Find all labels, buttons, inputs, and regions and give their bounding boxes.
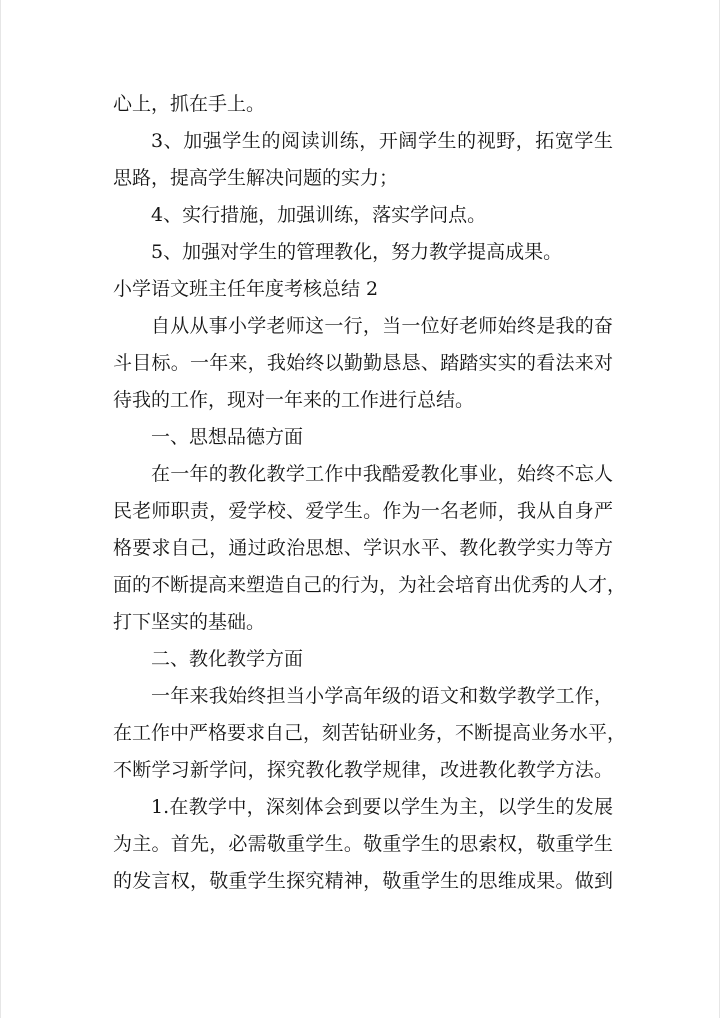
paragraph-line: 的发言权，敬重学生探究精神，敬重学生的思维成果。做到: [113, 870, 613, 892]
document-body: [113, 86, 627, 900]
list-item-3: 3、加强学生的阅读训练，开阔学生的视野，拓宽学生: [151, 130, 613, 152]
paragraph-line: 1.在教学中，深刻体会到要以学生为主，以学生的发展: [151, 796, 613, 818]
text-line: 心上，抓在手上。: [113, 93, 266, 115]
paragraph-line: 待我的工作，现对一年来的工作进行总结。: [113, 389, 475, 411]
text-line: 思路，提高学生解决问题的实力；: [113, 167, 399, 189]
paragraph-line: 打下坚实的基础。: [113, 611, 266, 633]
paragraph-line: 格要求自己，通过政治思想、学识水平、教化教学实力等方: [113, 537, 613, 559]
paragraph-line: 自从从事小学老师这一行，当一位好老师始终是我的奋: [151, 315, 613, 337]
list-item-4: 4、实行措施，加强训练，落实学问点。: [151, 204, 487, 226]
paragraph-line: 为主。首先，必需敬重学生。敬重学生的思索权，敬重学生: [113, 833, 613, 855]
paragraph-line: 在工作中严格要求自己，刻苦钻研业务，不断提高业务水平，: [113, 722, 627, 744]
paragraph-line: 不断学习新学问，探究教化教学规律，改进教化教学方法。: [113, 759, 613, 781]
paragraph-line: 面的不断提高来塑造自己的行为，为社会培育出优秀的人才，: [113, 574, 627, 596]
heading-ideology: 一、思想品德方面: [151, 426, 304, 448]
paragraph-line: 在一年的教化教学工作中我酷爱教化事业，始终不忘人: [151, 463, 613, 485]
heading-teaching: 二、教化教学方面: [151, 648, 304, 670]
paragraph-line: 斗目标。一年来，我始终以勤勤恳恳、踏踏实实的看法来对: [113, 352, 613, 374]
list-item-5: 5、加强对学生的管理教化，努力教学提高成果。: [151, 241, 563, 263]
paragraph-line: 民老师职责，爱学校、爱学生。作为一名老师，我从自身严: [113, 500, 613, 522]
section-title: 小学语文班主任年度考核总结 2: [113, 278, 379, 300]
paragraph-line: 一年来我始终担当小学高年级的语文和数学教学工作，: [151, 685, 613, 707]
